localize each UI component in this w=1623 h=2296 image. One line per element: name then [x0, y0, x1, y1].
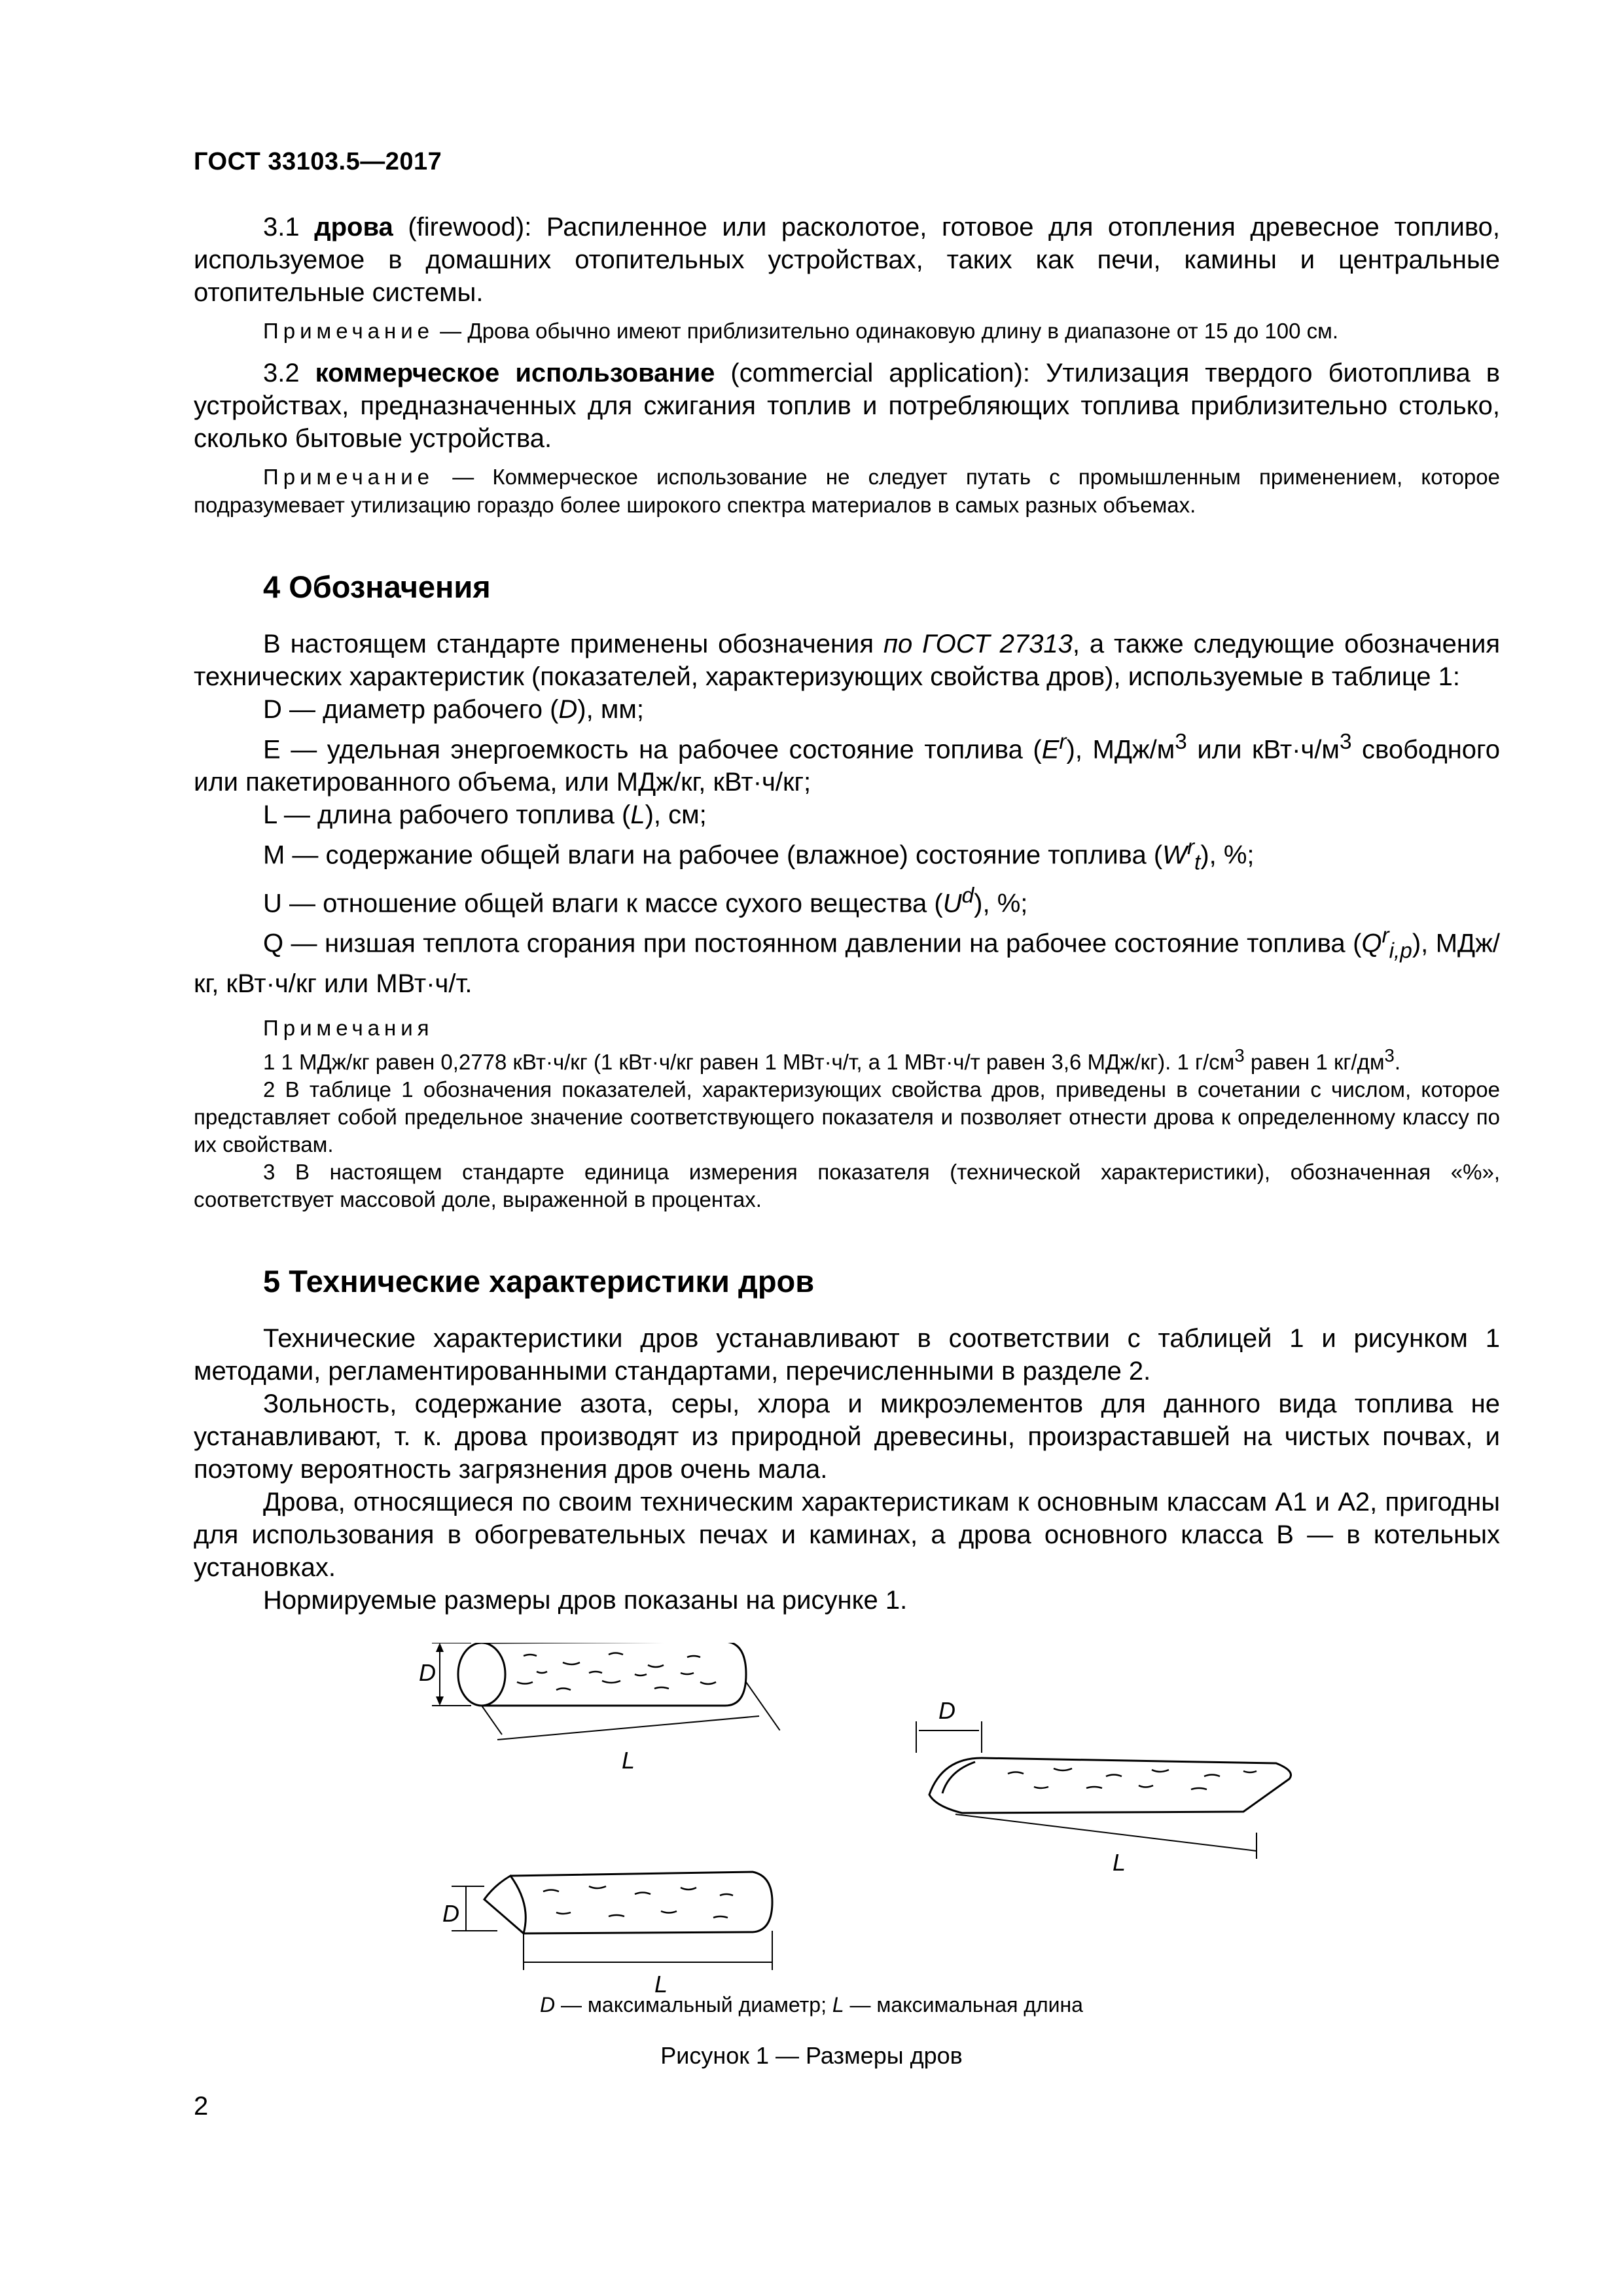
section-4-title: 4 Обозначения: [263, 569, 491, 604]
half-log-drawing: [452, 1872, 772, 1970]
note-label: Примечание: [263, 319, 435, 343]
section-4-notes: [194, 1014, 1500, 1213]
section-5-paragraph-1: Технические характеристики дров устанавливают в соответствии с таблицей 1 и рисунком 1 методами, регламентированными стандартами, перечисленными в разделе 2.: [194, 1324, 1500, 1386]
symbol-u: U — отношение общей влаги к массе сухого вещества $(U^d)$, %;: [263, 883, 1028, 918]
symbol-q: Q — низшая теплота сгорания при постоянном давлении на рабочее состояние топлива $(Q^r_{i,p})$, МДж/кг, кВт·ч/кг или МВт·ч/т.: [194, 923, 1500, 999]
definition-term: коммерческое использование: [315, 359, 715, 387]
section-5-paragraph-4: Нормируемые размеры дров показаны на рисунке 1.: [263, 1586, 908, 1615]
section-5-paragraph-2: Зольность, содержание азота, серы, хлора и микроэлементов для данного вида топлива не устанавливают, т. к. дрова производят из природной древесины, произраставшей на чистых почвах, и поэтому вероятность загрязнения дров очень мала.: [194, 1390, 1500, 1484]
note-3-1: [194, 317, 1500, 345]
note-text: — Дрова обычно имеют приблизительно одинаковую длину в диапазоне от 15 до 100 см.: [434, 319, 1339, 343]
section-5-paragraph-3: Дрова, относящиеся по своим техническим характеристикам к основным классам А1 и А2, пригодны для использования в обогревательных печах и каминах, а дрова основного класса В — в котельных установках.: [194, 1488, 1500, 1583]
definition-term: дрова: [314, 213, 393, 242]
page-body: [194, 211, 1500, 1617]
symbols-list: [194, 693, 1500, 1000]
page-number: 2: [194, 2092, 209, 2121]
symbol-m: M — содержание общей влаги на рабочее (влажное) состояние топлива $(W^r_t)$, %;: [263, 835, 1255, 875]
note-3-2: [194, 463, 1500, 519]
notes-label: Примечания: [263, 1016, 434, 1041]
note-label: Примечание: [263, 465, 435, 489]
figure-legend: D — максимальный диаметр; L — максимальная длина: [540, 1993, 1083, 2017]
dim-label-d-log1: D: [419, 1659, 436, 1686]
symbol-e: E — удельная энергоемкость на рабочее состояние топлива $(E^r)$, МДж/$м^3$ или $кВт\cdot ч/м^3$ свободного или пакетированного объема, или МДж/кг, кВт·ч/кг;: [194, 730, 1500, 797]
dim-label-l-log3: L: [654, 1971, 668, 1998]
dim-label-d-log2: D: [938, 1697, 955, 1724]
split-log-drawing: [916, 1721, 1291, 1859]
definition-3-2: [194, 357, 1500, 455]
definition-text: (firewood): Распиленное или расколотое, готовое для отопления древесное топливо, используемое в домашних отопительных устройствах, таких как печи, камины и центральные отопительные системы.: [194, 213, 1500, 307]
definition-text: (commercial application): Утилизация твердого биотоплива в устройствах, предназначенных для сжигания топлив и потребляющих топлива приблизительно столько, сколько бытовые устройства.: [194, 359, 1500, 453]
definition-3-1: [194, 211, 1500, 309]
note-1: 1 1 МДж/кг равен 0,2778 кВт·ч/кг (1 кВт·ч/кг равен 1 МВт·ч/т, а 1 МВт·ч/т равен 3,6 МДж/кг). 1 $г/см^3$ равен 1 $кг/дм^3$.: [263, 1045, 1401, 1075]
dim-label-d-log3: D: [442, 1900, 459, 1927]
symbol-d: D — диаметр рабочего (D), мм;: [263, 695, 644, 724]
dim-label-l-log1: L: [622, 1747, 635, 1774]
definition-number: 3.2: [263, 359, 300, 387]
symbol-l: L — длина рабочего топлива (L), см;: [263, 800, 707, 830]
figure-caption: Рисунок 1 — Размеры дров: [660, 2042, 963, 2069]
definition-number: 3.1: [263, 213, 300, 242]
gost-reference: по ГОСТ 27313: [883, 630, 1073, 658]
document-header: ГОСТ 33103.5—2017: [194, 148, 442, 175]
note-text: — Коммерческое использование не следует путать с промышленным применением, которое подразумевает утилизацию гораздо более широкого спектра материалов в самых разных объемах.: [194, 465, 1500, 517]
note-3: 3 В настоящем стандарте единица измерения показателя (технической характеристики), обозначенная «%», соответствует массовой доле, выраженной в процентах.: [194, 1160, 1500, 1212]
round-log-drawing: [432, 1643, 780, 1740]
dim-label-l-log2: L: [1113, 1849, 1126, 1876]
note-2: 2 В таблице 1 обозначения показателей, характеризующих свойства дров, приведены в сочетании с числом, которое представляет собой предельное значение соответствующего показателя и позволяет отнести дрова к определенному классу по их свойствам.: [194, 1077, 1500, 1157]
section-5-title: 5 Технические характеристики дров: [263, 1264, 815, 1299]
section-4-intro: В настоящем стандарте применены обозначения по ГОСТ 27313, а также следующие обозначения технических характеристик (показателей, характеризующих свойства дров), используемые в таблице 1:: [194, 630, 1500, 691]
